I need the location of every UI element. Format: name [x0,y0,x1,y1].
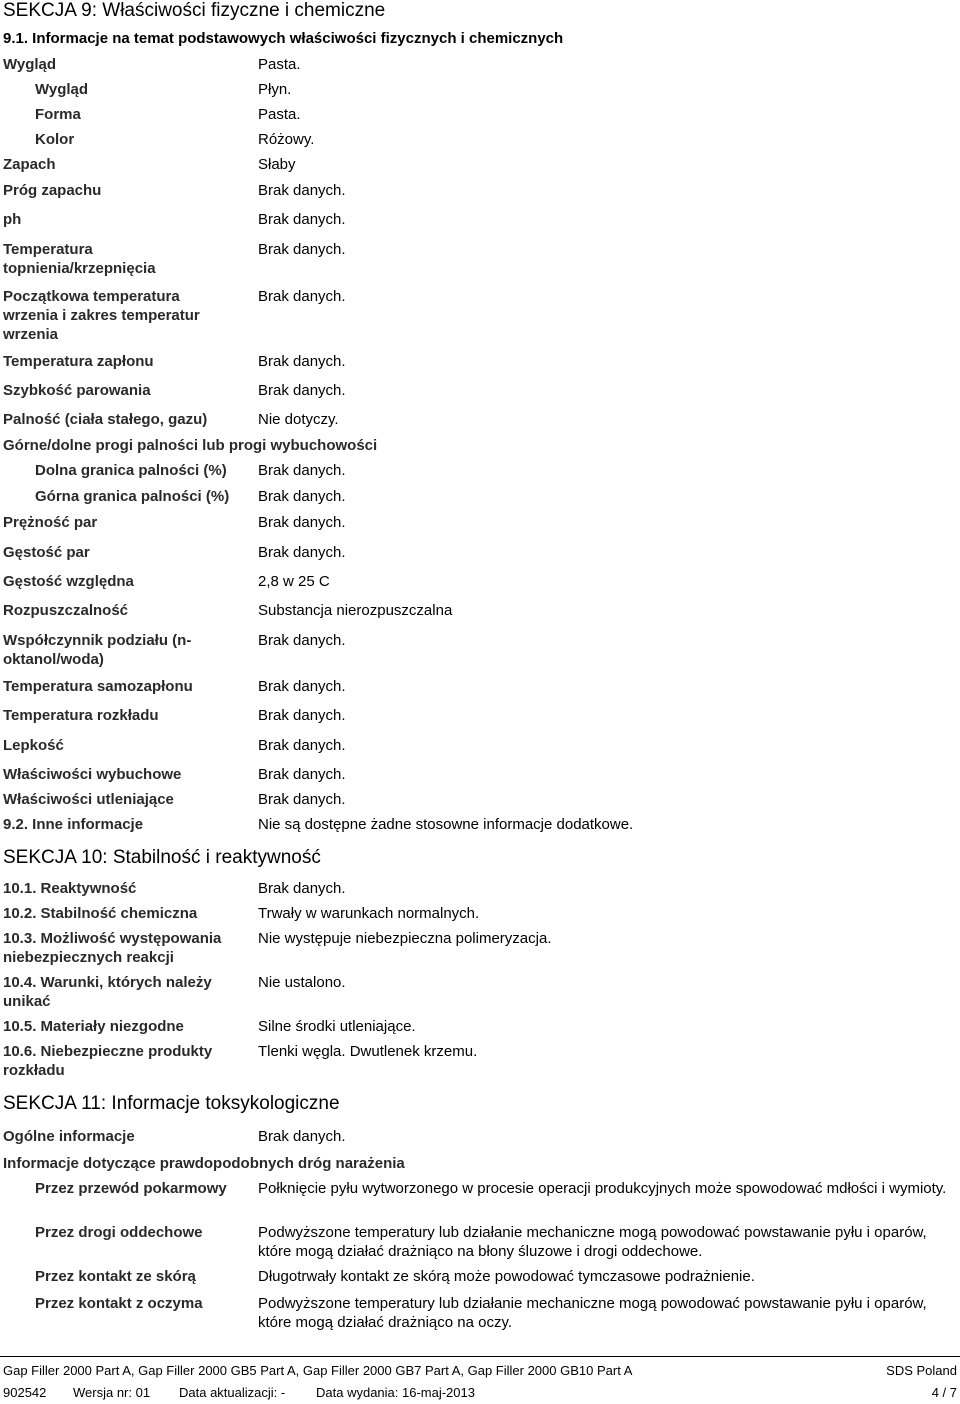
appearance-sub-label: Wygląd [35,81,89,98]
ph-value: Brak danych. [258,211,346,228]
vapor-density-value: Brak danych. [258,544,346,561]
other-info-value: Nie są dostępne żadne stosowne informacje dodatkowe. [258,816,634,833]
skin-contact-label: Przez kontakt ze skórą [35,1268,196,1285]
form-label: Forma [35,106,81,123]
viscosity-value: Brak danych. [258,737,346,754]
ph-label: ph [3,211,22,228]
partition-coefficient-value: Brak danych. [258,632,346,649]
lower-limit-value: Brak danych. [258,462,346,479]
appearance-label: Wygląd [3,56,57,73]
evaporation-rate-value: Brak danych. [258,382,346,399]
footer-divider [0,1356,960,1357]
general-info-value: Brak danych. [258,1128,346,1145]
inhalation-value: Podwyższone temperatury lub działanie mechaniczne mogą powodować powstawanie pyłu i oparów, które mogą działać drażniąco na błony śluzowe i drogi oddechowe. [258,1224,927,1260]
odor-threshold-value: Brak danych. [258,182,346,199]
skin-contact-value: Długotrwały kontakt ze skórą może powodować tymczasowe podrażnienie. [258,1268,755,1285]
autoignition-label: Temperatura samozapłonu [3,678,193,695]
reactivity-label: 10.1. Reaktywność [3,880,137,897]
eye-contact-label: Przez kontakt z oczyma [35,1295,203,1312]
chemical-stability-label: 10.2. Stabilność chemiczna [3,905,198,922]
color-label: Kolor [35,131,75,148]
boiling-point-label: Początkowa temperatura wrzenia i zakres temperatur wrzenia [3,288,200,343]
footer-issue-date: Data wydania: 16-maj-2013 [316,1385,475,1400]
color-value: Różowy. [258,131,315,148]
section-11-title: SEKCJA 11: Informacje toksykologiczne [3,1093,340,1114]
footer-products: Gap Filler 2000 Part A, Gap Filler 2000 GB5 Part A, Gap Filler 2000 GB7 Part A, Gap Filler 2000 GB10 Part A [3,1363,633,1378]
footer-version: Wersja nr: 01 [73,1385,151,1400]
chemical-stability-value: Trwały w warunkach normalnych. [258,905,480,922]
oxidizing-properties-label: Właściwości utleniające [3,791,174,808]
incompatible-materials-value: Silne środki utleniające. [258,1018,416,1035]
ingestion-value: Połknięcie pyłu wytworzonego w procesie operacji produkcyjnych może spowodować mdłości i wymioty. [258,1180,947,1197]
footer-code: 902542 [3,1385,47,1400]
flash-point-label: Temperatura zapłonu [3,353,154,370]
conditions-to-avoid-label: 10.4. Warunki, których należy unikać [3,974,212,1010]
conditions-to-avoid-value: Nie ustalono. [258,974,346,991]
explosive-properties-value: Brak danych. [258,766,346,783]
decomposition-products-value: Tlenki węgla. Dwutlenek krzemu. [258,1043,478,1060]
footer-revision-date: Data aktualizacji: - [179,1385,286,1400]
vapor-pressure-value: Brak danych. [258,514,346,531]
vapor-density-label: Gęstość par [3,544,90,561]
melting-point-label: Temperatura topnienia/krzepnięcia [3,241,156,277]
upper-limit-label: Górna granica palności (%) [35,488,230,505]
decomposition-temp-label: Temperatura rozkładu [3,707,159,724]
footer-page-number: 4 / 7 [931,1385,957,1400]
subsection-9-1-title: 9.1. Informacje na temat podstawowych właściwości fizycznych i chemicznych [3,30,564,47]
flash-point-value: Brak danych. [258,353,346,370]
reactivity-value: Brak danych. [258,880,346,897]
melting-point-value: Brak danych. [258,241,346,258]
other-info-label: 9.2. Inne informacje [3,816,144,833]
flammability-value: Nie dotyczy. [258,411,339,428]
hazardous-reactions-label: 10.3. Możliwość występowania niebezpiecznych reakcji [3,930,222,966]
viscosity-label: Lepkość [3,737,64,754]
inhalation-label: Przez drogi oddechowe [35,1224,203,1241]
form-value: Pasta. [258,106,301,123]
oxidizing-properties-value: Brak danych. [258,791,346,808]
relative-density-value: 2,8 w 25 C [258,573,330,590]
explosive-properties-label: Właściwości wybuchowe [3,766,182,783]
section-10-title: SEKCJA 10: Stabilność i reaktywność [3,847,321,868]
odor-value: Słaby [258,156,296,173]
decomposition-temp-value: Brak danych. [258,707,346,724]
appearance-sub-value: Płyn. [258,81,292,98]
appearance-value: Pasta. [258,56,301,73]
autoignition-value: Brak danych. [258,678,346,695]
exposure-routes-title: Informacje dotyczące prawdopodobnych dróg narażenia [3,1155,405,1172]
decomposition-products-label: 10.6. Niebezpieczne produkty rozkładu [3,1043,213,1079]
section-9-title: SEKCJA 9: Właściwości fizyczne i chemiczne [3,0,386,21]
odor-label: Zapach [3,156,56,173]
odor-threshold-label: Próg zapachu [3,182,102,199]
solubility-label: Rozpuszczalność [3,602,129,619]
partition-coefficient-label: Współczynnik podziału (n-oktanol/woda) [3,632,192,668]
general-info-label: Ogólne informacje [3,1128,135,1145]
footer-doc-type: SDS Poland [886,1363,957,1378]
hazardous-reactions-value: Nie występuje niebezpieczna polimeryzacja. [258,930,552,947]
flammability-limits-label: Górne/dolne progi palności lub progi wybuchowości [3,437,378,454]
flammability-label: Palność (ciała stałego, gazu) [3,411,208,428]
ingestion-label: Przez przewód pokarmowy [35,1180,227,1197]
evaporation-rate-label: Szybkość parowania [3,382,151,399]
vapor-pressure-label: Prężność par [3,514,98,531]
lower-limit-label: Dolna granica palności (%) [35,462,227,479]
solubility-value: Substancja nierozpuszczalna [258,602,453,619]
relative-density-label: Gęstość względna [3,573,134,590]
boiling-point-value: Brak danych. [258,288,346,305]
incompatible-materials-label: 10.5. Materiały niezgodne [3,1018,184,1035]
upper-limit-value: Brak danych. [258,488,346,505]
eye-contact-value: Podwyższone temperatury lub działanie mechaniczne mogą powodować powstawanie pyłu i oparów, które mogą działać drażniąco na oczy. [258,1295,927,1331]
